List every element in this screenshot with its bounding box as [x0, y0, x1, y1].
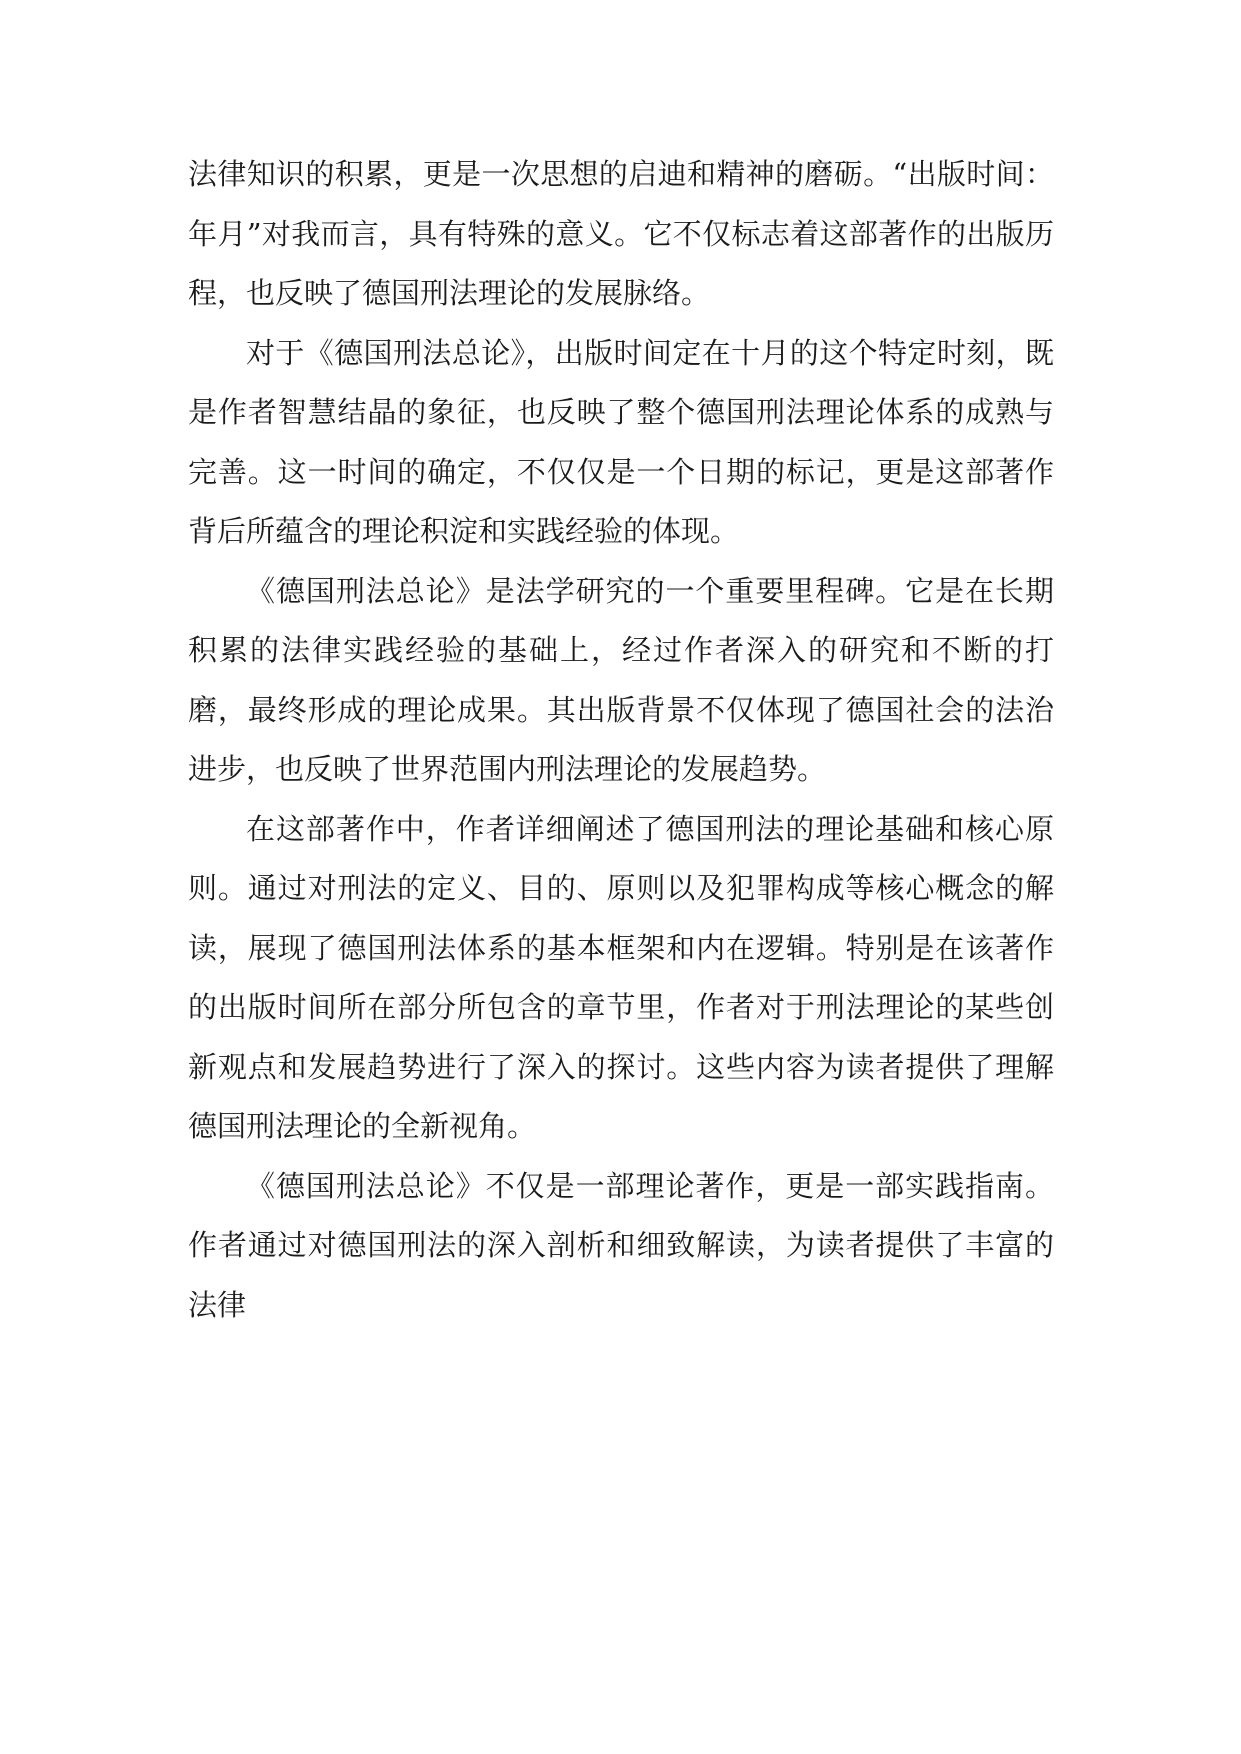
body-text: [188, 145, 1054, 1335]
paragraph-2: 对于《德国刑法总论》，出版时间定在十月的这个特定时刻，既是作者智慧结晶的象征，也反映了整个德国刑法理论体系的成熟与完善。这一时间的确定，不仅仅是一个日期的标记，更是这部著作背后所蕴含的理论积淀和实践经验的体现。: [188, 335, 1054, 548]
paragraph-1: 法律知识的积累，更是一次思想的启迪和精神的磨砺。“出版时间：年月”对我而言，具有特殊的意义。它不仅标志着这部著作的出版历程，也反映了德国刑法理论的发展脉络。: [188, 157, 1054, 310]
paragraph-4: 在这部著作中，作者详细阐述了德国刑法的理论基础和核心原则。通过对刑法的定义、目的、原则以及犯罪构成等核心概念的解读，展现了德国刑法体系的基本框架和内在逻辑。特别是在该著作的出版时间所在部分所包含的章节里，作者对于刑法理论的某些创新观点和发展趋势进行了深入的探讨。这些内容为读者提供了理解德国刑法理论的全新视角。: [188, 811, 1054, 1143]
paragraph-5: 《德国刑法总论》不仅是一部理论著作，更是一部实践指南。作者通过对德国刑法的深入剖析和细致解读，为读者提供了丰富的法律: [188, 1168, 1054, 1322]
paragraph-3: 《德国刑法总论》是法学研究的一个重要里程碑。它是在长期积累的法律实践经验的基础上，经过作者深入的研究和不断的打磨，最终形成的理论成果。其出版背景不仅体现了德国社会的法治进步，也反映了世界范围内刑法理论的发展趋势。: [188, 573, 1054, 786]
